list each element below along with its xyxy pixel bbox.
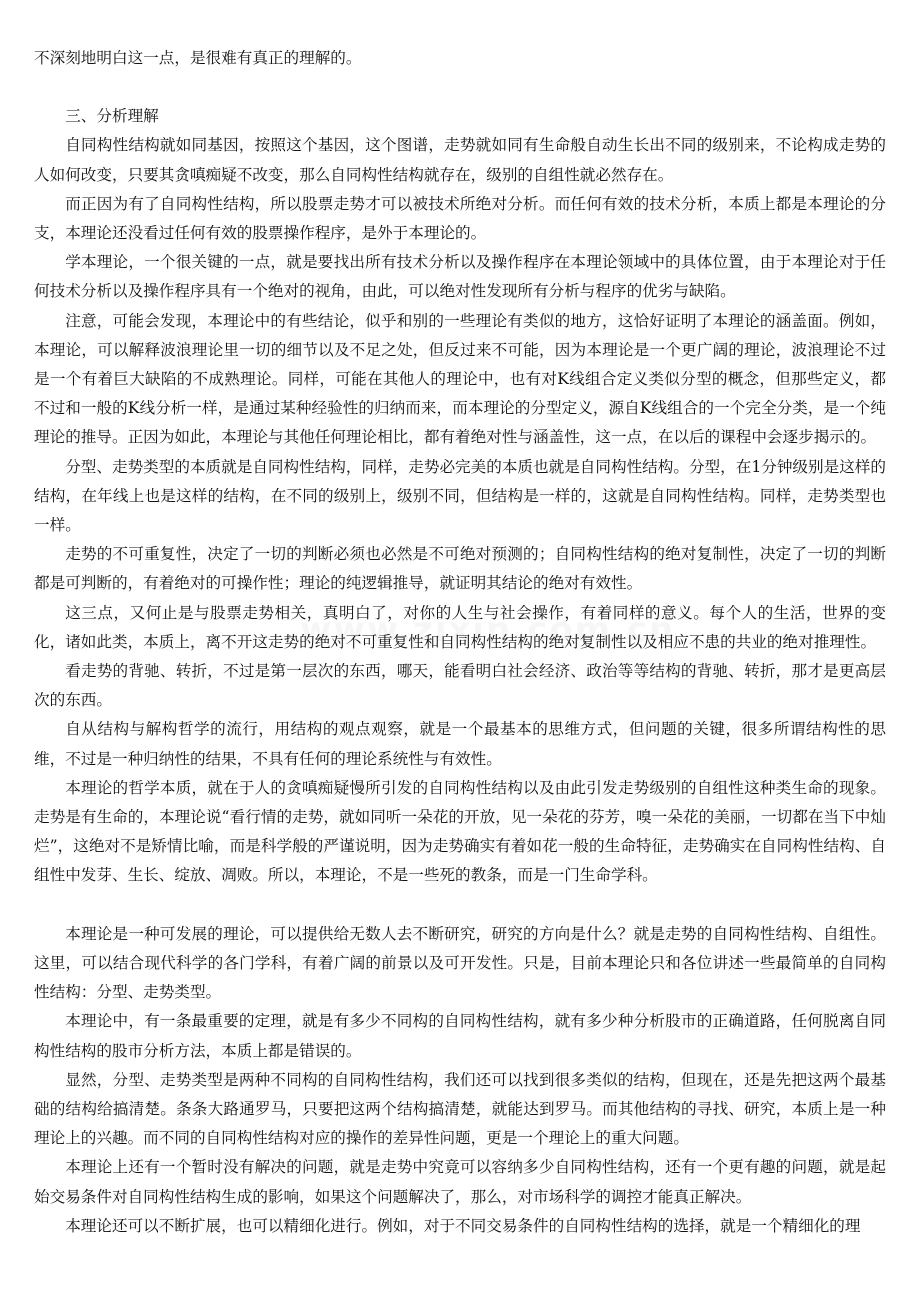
paragraph: 注意，可能会发现，本理论中的有些结论，似乎和别的一些理论有类似的地方，这恰好证明了本理论的涵盖面。例如，本理论，可以解释波浪理论里一切的细节以及不足之处，但反过来不可能，因为本理论是一个更广阔的理论，波浪理论不过是一个有着巨大缺陷的不成熟理论。同样，可能在其他人的理论中，也有对K线组合定义类似分型的概念，但那些定义，都不过和一般的K线分析一样，是通过某种经验性的归纳而来，而本理论的分型定义，源自K线组合的一个完全分类，是一个纯理论的推导。正因为如此，本理论与其他任何理论相比，都有着绝对性与涵盖性，这一点，在以后的课程中会逐步揭示的。 bbox=[34, 311, 886, 447]
paragraph: 本理论的哲学本质，就在于人的贪嗔痴疑慢所引发的自同构性结构以及由此引发走势级别的自组性这种类生命的现象。走势是有生命的，本理论说“看行情的走势，就如同听一朵花的开放，见一朵花的芬芳，嗅一朵花的美丽，一切都在当下中灿烂”，这绝对不是矫情比喻，而是科学般的严谨说明，因为走势确实有着如花一般的生命特征，走势确实在自同构性结构、自组性中发芽、生长、绽放、凋败。所以，本理论，不是一些死的教条，而是一门生命学科。 bbox=[34, 778, 886, 885]
paragraph: 这三点，又何止是与股票走势相关，真明白了，对你的人生与社会操作，有着同样的意义。每个人的生活，世界的变化，诸如此类，本质上，离不开这走势的绝对不可重复性和自同构性结构的绝对复制性以及相应不患的共业的绝对推理性。 bbox=[34, 603, 886, 651]
paragraph: 学本理论，一个很关键的一点，就是要找出所有技术分析以及操作程序在本理论领域中的具体位置，由于本理论对于任何技术分析以及操作程序具有一个绝对的视角，由此，可以绝对性发现所有分析与程序的优劣与缺陷。 bbox=[34, 253, 886, 301]
opening-line: 不深刻地明白这一点，是很难有真正的理解的。 bbox=[34, 49, 362, 67]
paragraph: 本理论中，有一条最重要的定理，就是有多少不同构的自同构性结构，就有多少种分析股市的正确道路，任何脱离自同构性结构的股市分析方法，本质上都是错误的。 bbox=[34, 1012, 886, 1060]
paragraph: 走势的不可重复性，决定了一切的判断必须也必然是不可绝对预测的；自同构性结构的绝对复制性，决定了一切的判断都是可判断的，有着绝对的可操作性；理论的纯逻辑推导，就证明其结论的绝对有效性。 bbox=[34, 545, 886, 593]
paragraph: 本理论是一种可发展的理论，可以提供给无数人去不断研究，研究的方向是什么？就是走势的自同构性结构、自组性。这里，可以结合现代科学的各门学科，有着广阔的前景以及可开发性。只是，目前本理论只和各位讲述一些最简单的自同构性结构：分型、走势类型。 bbox=[34, 924, 886, 1002]
document-page bbox=[34, 44, 886, 1241]
paragraph: 显然，分型、走势类型是两种不同构的自同构性结构，我们还可以找到很多类似的结构，但现在，还是先把这两个最基础的结构给搞清楚。条条大路通罗马，只要把这两个结构搞清楚，就能达到罗马。而其他结构的寻找、研究，本质上是一种理论上的兴趣。而不同的自同构性结构对应的操作的差异性问题，更是一个理论上的重大问题。 bbox=[34, 1070, 886, 1148]
section-heading: 三、分析理解 bbox=[65, 107, 159, 126]
paragraph: 看走势的背驰、转折，不过是第一层次的东西，哪天，能看明白社会经济、政治等等结构的背驰、转折，那才是更高层次的东西。 bbox=[34, 662, 886, 710]
paragraph: 自从结构与解构哲学的流行，用结构的观点观察，就是一个最基本的思维方式，但问题的关键，很多所谓结构性的思维，不过是一种归纳性的结果，不具有任何的理论系统性与有效性。 bbox=[34, 720, 886, 768]
paragraph: 分型、走势类型的本质就是自同构性结构，同样，走势必完美的本质也就是自同构性结构。分型，在1分钟级别是这样的结构，在年线上也是这样的结构，在不同的级别上，级别不同，但结构是一样的，这就是自同构性结构。同样，走势类型也一样。 bbox=[34, 457, 886, 535]
paragraph: 而正因为有了自同构性结构，所以股票走势才可以被技术所绝对分析。而任何有效的技术分析，本质上都是本理论的分支，本理论还没看过任何有效的股票操作程序，是外于本理论的。 bbox=[34, 194, 886, 243]
paragraph: 自同构性结构就如同基因，按照这个基因，这个图谱，走势就如同有生命般自动生长出不同的级别来，不论构成走势的人如何改变，只要其贪嗔痴疑不改变，那么自同构性结构就存在，级别的自组性就必然存在。 bbox=[34, 136, 886, 184]
paragraph: 本理论上还有一个暂时没有解决的问题，就是走势中究竟可以容纳多少自同构性结构，还有一个更有趣的问题，就是起始交易条件对自同构性结构生成的影响，如果这个问题解决了，那么，对市场科学的调控才能真正解决。 bbox=[34, 1158, 886, 1206]
paragraph: 本理论还可以不断扩展，也可以精细化进行。例如，对于不同交易条件的自同构性结构的选择，就是一个精细化的理 bbox=[65, 1216, 861, 1235]
